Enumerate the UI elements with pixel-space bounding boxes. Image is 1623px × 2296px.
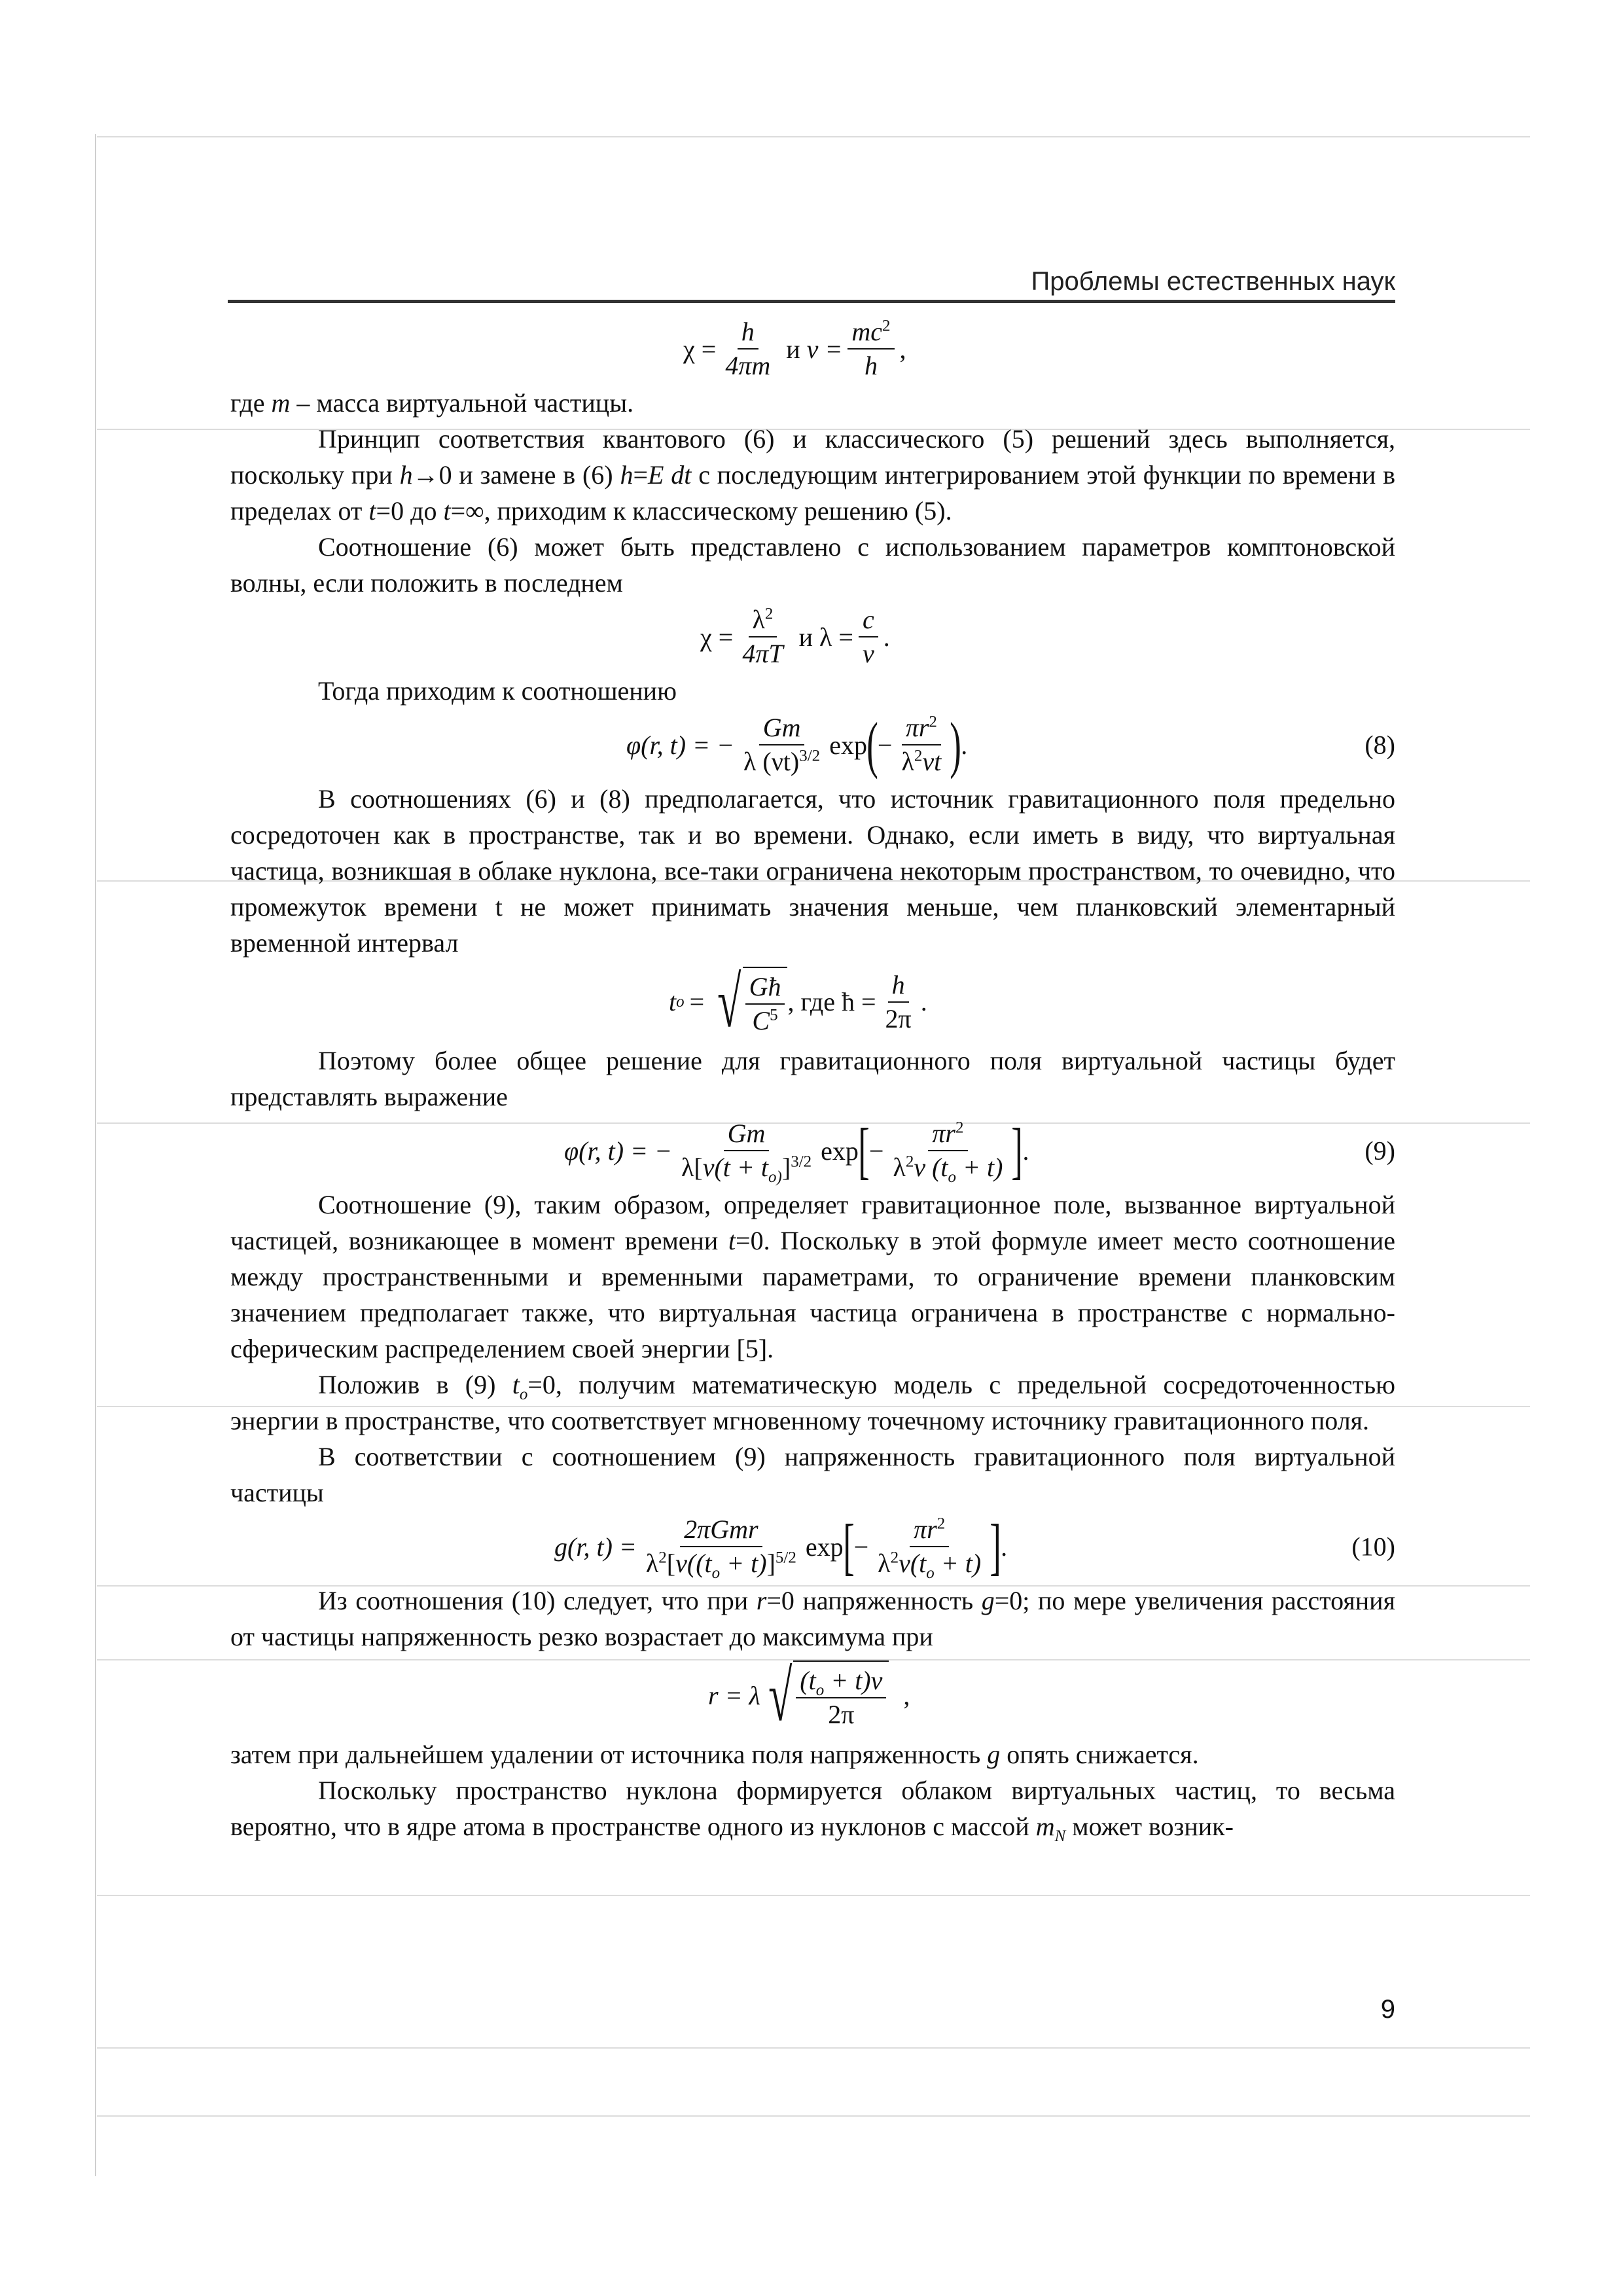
header-rule: [228, 300, 1395, 303]
paragraph: В соотношениях (6) и (8) предполагается, что источник гравитационного поля предельно сосредоточен как в пространстве, так и во времени. Однако, если иметь в виду, что виртуальная частица, возникшая в облаке нуклона, все-таки ограничена некоторым пространством, то очевидно, что промежуток времени t не может принимать значения меньше, чем планковский элементарный временной интервал: [230, 784, 1395, 958]
equation-10: g(r, t) = 2πGmr $\lambda^2[\nu((t_o + t)]^{5/2}$ exp [ − $\frac{\pi r^2}{\lambda^2\nu(t_o + t)}$ ] . (10): [554, 1511, 1395, 1582]
ruled-line: [97, 136, 1530, 137]
equation-number: (10): [1351, 1532, 1395, 1562]
fraction: $\frac{\lambda^2}{4\pi T}$: [742, 605, 783, 668]
paragraph: Соотношение (6) может быть представлено с использованием параметров комптоновской волны, если положить в последнем: [230, 532, 1395, 598]
square-root: √ $\frac{Għ}{C^5}$: [709, 967, 787, 1037]
fraction: $\frac{\pi r^2}{\lambda^2\nu (t_o + t)}$: [893, 1119, 1003, 1186]
running-header: Проблемы естественных наук: [1031, 267, 1395, 296]
page-number: 9: [1380, 1995, 1395, 2024]
fraction: $\frac{Gm}{\lambda[\nu(t + t_{o)}]^{3/2}}$: [681, 1119, 812, 1186]
square-root: √ $\frac{(t_o + t)\nu}{2\pi}$: [760, 1660, 889, 1731]
paragraph: Тогда приходим к соотношению: [318, 676, 677, 706]
paragraph: где m – масса виртуальной частицы.: [230, 388, 634, 418]
paragraph: Положив в (9) $t_o=0$, получим математическую модель с предельной сосредоточенностью энергии в пространстве, что соответствует мгновенному точечному источнику гравитационного поля.: [230, 1370, 1395, 1435]
page-body: [230, 313, 1395, 1844]
fraction: $\frac{mc^2}{h}$: [847, 315, 894, 382]
fraction: $\frac{c}{\nu}$: [859, 603, 878, 670]
fraction: $\frac{h}{2\pi}$: [885, 969, 912, 1033]
fraction: $\frac{h}{4\pi m}$: [725, 317, 771, 380]
fraction: $\frac{\pi r^2}{\lambda^2\nu t}$: [901, 713, 942, 776]
paragraph: В соответствии с соотношением (9) напряженность гравитационного поля виртуальной частицы: [230, 1442, 1395, 1507]
paragraph: Поскольку пространство нуклона формируется облаком виртуальных частиц, то весьма вероятно, что в ядре атома в пространстве одного из нуклонов с массой $m_N$ может возник-: [230, 1776, 1395, 1845]
ruled-line: [97, 1895, 1530, 1896]
equation-chi-nu: χ = $\frac{h}{4\pi m}$ и ν = $\frac{mc^2}{h}$ ,: [230, 313, 1395, 385]
paragraph: Принцип соответствия квантового (6) и классического (5) решений здесь выполняется, поскольку при h→0 и замене в (6) h=E dt с последующим интегрированием этой функции по времени в пределах от t=0 до t=∞, приходим к классическому решению (5).: [230, 424, 1396, 526]
ruled-line: [97, 2047, 1530, 2049]
ruled-line: [97, 2115, 1530, 2117]
equation-planck-time: t o = √ $\frac{Għ}{C^5}$ , где ħ = $\frac{h}{2\pi}$ .: [669, 961, 927, 1042]
fraction: $\frac{\pi r^2}{\lambda^2\nu(t_o + t)}$: [878, 1515, 982, 1582]
equation-8: φ(r, t) = − $\frac{Gm}{\lambda (\nu t)^{3/2}}$ exp ( − $\frac{\pi r^2}{\lambda^2\nu t}$ ) . (8): [626, 709, 1395, 780]
paragraph: Соотношение (9), таким образом, определяет гравитационное поле, вызванное виртуальной частицей, возникающее в момент времени t=0. Поскольку в этой формуле имеет место соотношение между пространственными и временными параметрами, то ограничение времени планковским значением предполагает также, что виртуальная частица ограничена в пространстве с нормально-сферическим распределением своей энергии [5].: [230, 1190, 1395, 1363]
paragraph: Из соотношения (10) следует, что при r=0 напряженность g=0; по мере увеличения расстояния от частицы напряженность резко возрастает до максимума при: [230, 1586, 1395, 1651]
equation-number: (9): [1364, 1136, 1395, 1166]
fraction: $\frac{Gm}{\lambda (\nu t)^{3/2}}$: [743, 713, 821, 776]
paragraph: затем при дальнейшем удалении от источника поля напряженность g опять снижается.: [230, 1740, 1199, 1769]
equation-number: (8): [1364, 730, 1395, 760]
equation-r-max: r = λ √ $\frac{(t_o + t)\nu}{2\pi}$ ,: [708, 1655, 910, 1736]
equation-compton: χ = $\frac{\lambda^2}{4\pi T}$ и λ = $\frac{c}{\nu}$ .: [230, 601, 1395, 673]
page-margin-line: [95, 134, 96, 2176]
paragraph: Поэтому более общее решение для гравитационного поля виртуальной частицы будет представлять выражение: [230, 1046, 1395, 1111]
equation-9: φ(r, t) = − $\frac{Gm}{\lambda[\nu(t + t_{o)}]^{3/2}}$ exp [ − $\frac{\pi r^2}{\lambda^2\nu (t_o + t)}$ ] . (9): [564, 1115, 1395, 1186]
fraction: 2πGmr $\lambda^2[\nu((t_o + t)]^{5/2}$: [645, 1515, 796, 1582]
